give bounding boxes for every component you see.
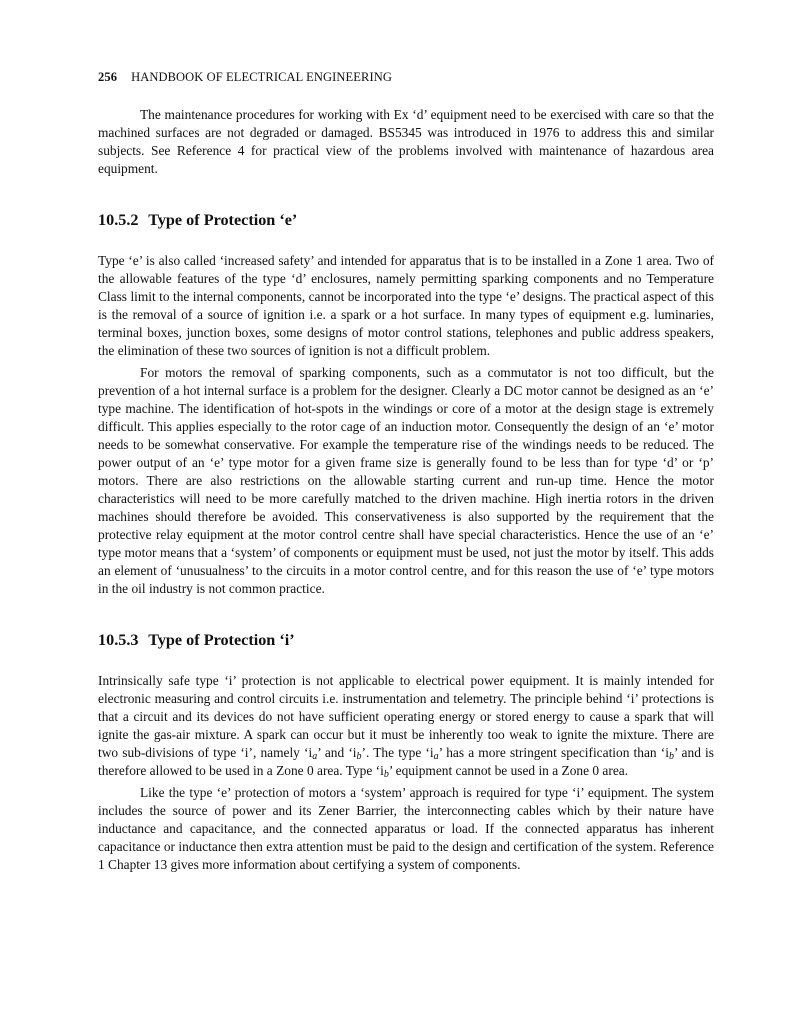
- page-body: [98, 68, 714, 874]
- intro-paragraph: The maintenance procedures for working with Ex ‘d’ equipment need to be exercised with care so that the machined surfaces are not degraded or damaged. BS5345 was introduced in 1976 to address this and similar subjects. See Reference 4 for practical view of the problems involved with maintenance of hazardous area equipment.: [98, 107, 714, 176]
- text-run: ’ has a more stringent specification than ‘i: [438, 745, 669, 760]
- text-run: ’ and ‘i: [317, 745, 357, 760]
- text-run: ’ and is therefore allowed to be used in a Zone 0 area. Type ‘i: [98, 745, 714, 778]
- page-number: 256: [98, 70, 118, 84]
- section-title: Type of Protection ‘i’: [148, 631, 295, 649]
- text-run: ’ equipment cannot be used in a Zone 0 area.: [388, 763, 629, 778]
- subscript: a: [312, 751, 318, 762]
- subscript: b: [668, 751, 674, 762]
- section-heading-10-5-3: [98, 630, 714, 650]
- paragraph: Type ‘e’ is also called ‘increased safety’ and intended for apparatus that is to be installed in a Zone 1 area. Two of the allowable features of the type ‘d’ enclosures, namely permitting sparking components and no Temperature Class limit to the internal components, cannot be incorporated into the type ‘e’ designs. The practical aspect of this is the removal of a source of ignition i.e. a spark or a hot surface. In many types of equipment e.g. luminaries, terminal boxes, junction boxes, some designs of motor control stations, telephones and public address speakers, the elimination of these two sources of ignition is not a difficult problem.: [98, 253, 714, 358]
- text-run: ’. The type ‘i: [361, 745, 434, 760]
- paragraph-system-approach: Like the type ‘e’ protection of motors a ‘system’ approach is required for type ‘i’ equipment. The system includes the source of power and its Zener Barrier, the interconnecting cables which by their nature have inductance and capacitance, and the connected apparatus or load. If the connected apparatus has inherent capacitance or inductance then extra attention must be paid to the design and certification of the system. Reference 1 Chapter 13 gives more information about certifying a system of components.: [98, 785, 714, 872]
- running-header: [98, 68, 714, 86]
- paragraph: For motors the removal of sparking components, such as a commutator is not too difficult, but the prevention of a hot internal surface is a problem for the designer. Clearly a DC motor cannot be designed as an ‘e’ type machine. The identification of hot-spots in the windings or core of a motor at the design stage is extremely difficult. This applies especially to the rotor cage of an induction motor. Consequently the design of an ‘e’ motor needs to be somewhat conservative. For example the temperature rise of the windings needs to be reduced. The power output of an ‘e’ type motor for a given frame size is generally found to be less than for type ‘d’ or ‘p’ motors. There are also restrictions on the allowable starting current and run-up time. Hence the motor characteristics will need to be more carefully matched to the driven machine. High inertia rotors in the driven machines should therefore be avoided. This conservativeness is also supported by the requirement that the protective relay equipment at the motor control centre shall have special characteristics. Hence the use of an ‘e’ type motor means that a ‘system’ of components or equipment must be used, not just the motor by itself. This adds an element of ‘unusualness’ to the circuits in a motor control centre, and for this reason the use of ‘e’ type motors in the oil industry is not common practice.: [98, 365, 714, 596]
- section-number: 10.5.3: [98, 631, 139, 649]
- section-number: 10.5.2: [98, 211, 139, 229]
- subscript: a: [433, 751, 439, 762]
- section-heading-10-5-2: [98, 210, 714, 230]
- subscript: b: [383, 769, 389, 780]
- book-title: HANDBOOK OF ELECTRICAL ENGINEERING: [131, 70, 392, 84]
- section-title: Type of Protection ‘e’: [148, 211, 298, 229]
- paragraph-intrinsic-safety: [98, 672, 714, 780]
- text-run: Intrinsically safe type ‘i’ protection is not applicable to electrical power equipment. It is mainly intended for electronic measuring and control circuits i.e. instrumentation and telemetry. The principle behind ‘i’ protections is that a circuit and its devices do not have sufficient operating energy or stored energy to cause a spark that will ignite the gas-air mixture. A spark can occur but it must be inherently too weak to ignite the mixture. There are two sub-divisions of type ‘i’, namely ‘i: [98, 673, 714, 760]
- subscript: b: [356, 751, 362, 762]
